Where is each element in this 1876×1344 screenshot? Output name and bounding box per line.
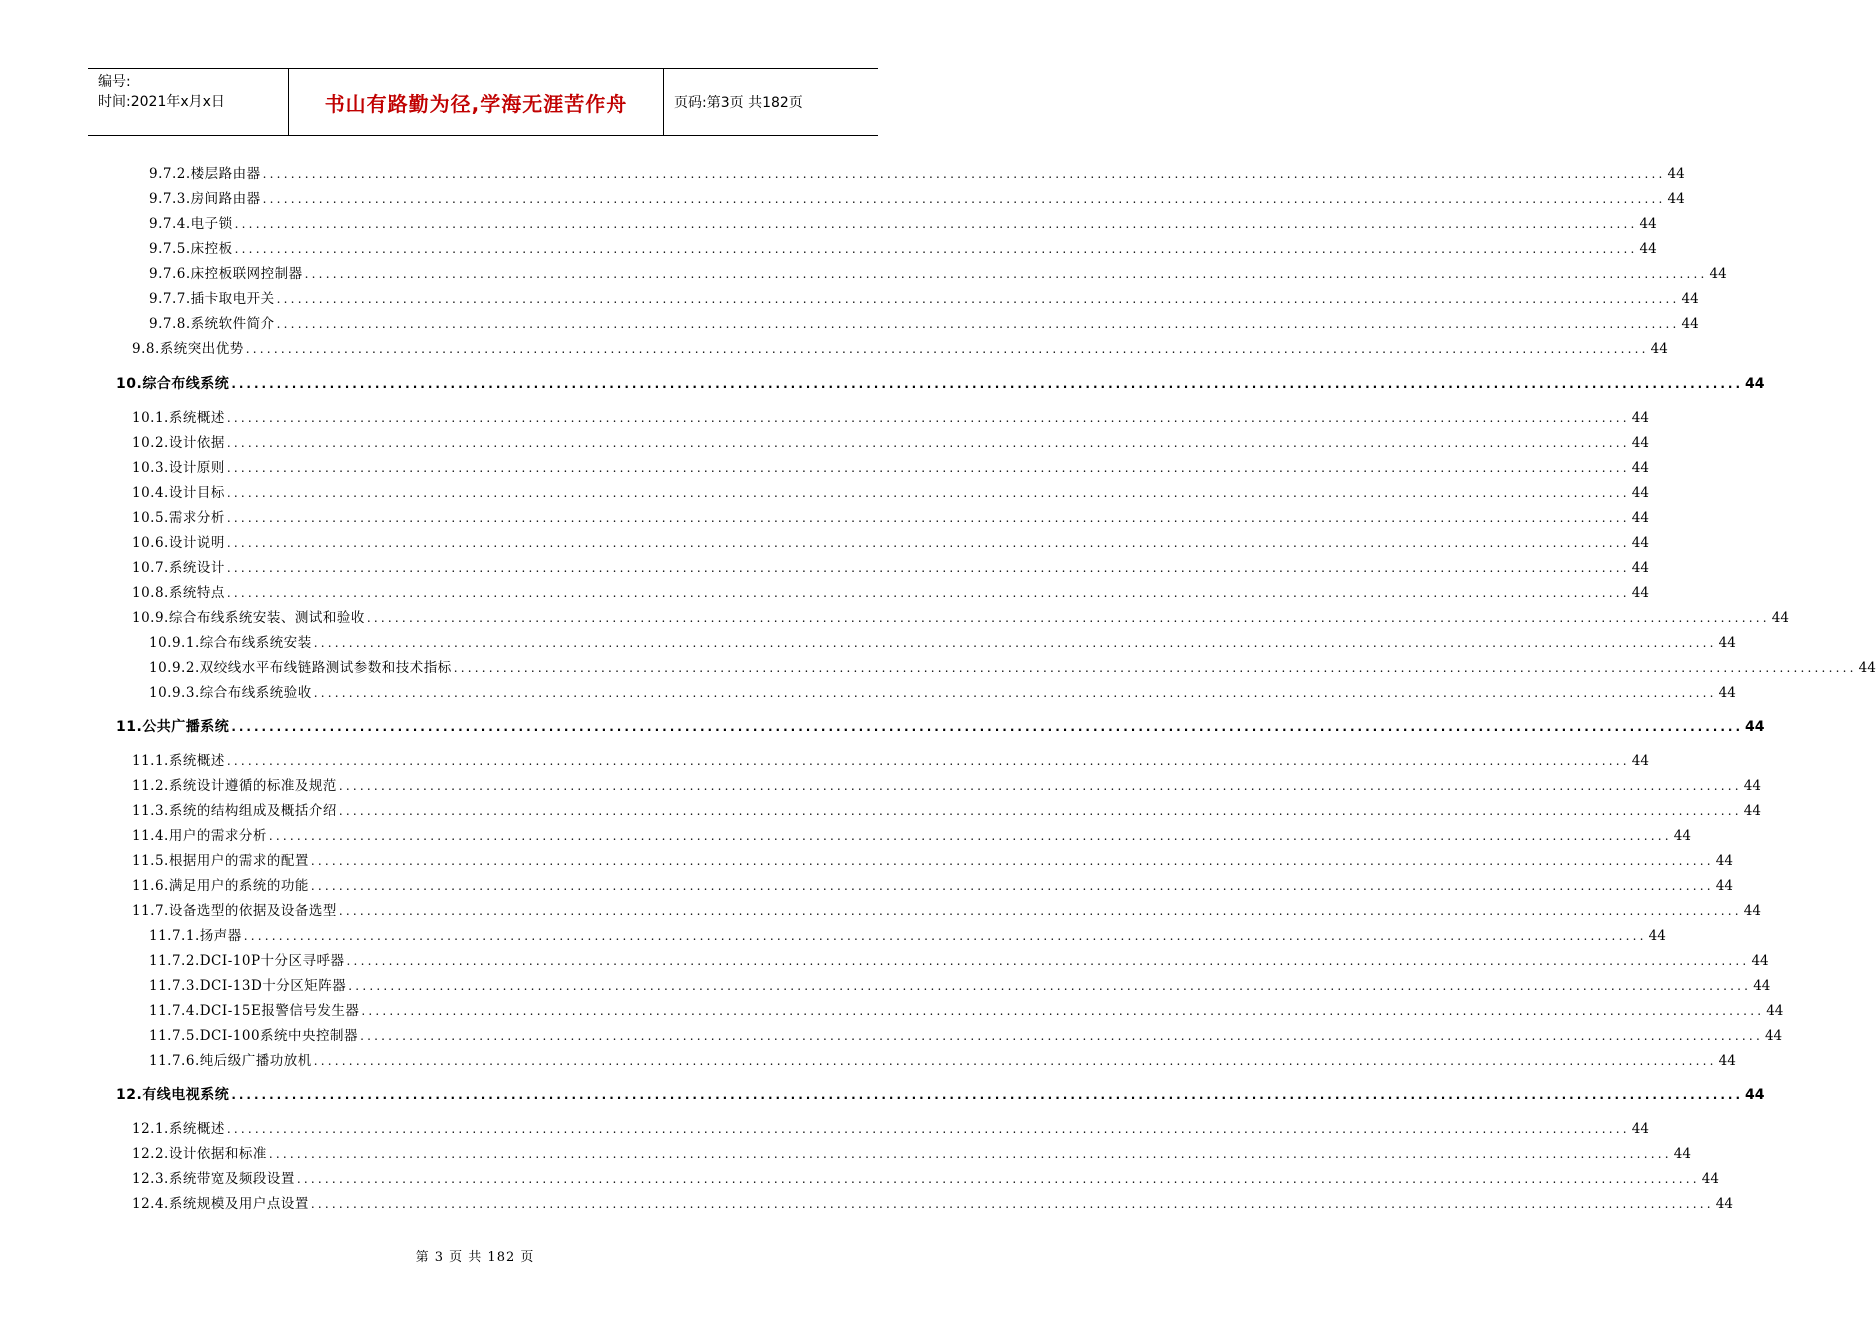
toc-entry-number: 11.4.	[132, 828, 169, 844]
toc-dot-leader: ........................................................................................................................................................................................................	[268, 1147, 1672, 1161]
toc-entry-page-number: 44	[1631, 485, 1649, 501]
toc-entry[interactable]	[132, 453, 1649, 477]
toc-entry-title: DCI-100系统中央控制器	[199, 1028, 359, 1044]
toc-entry-title: 设计说明	[168, 535, 225, 551]
toc-entry-title: 设计原则	[168, 460, 225, 476]
toc-entry-page-number: 44	[1718, 1053, 1736, 1069]
toc-entry-number: 10.6.	[132, 535, 169, 551]
toc-dot-leader: ........................................................................................................................................................................................................	[262, 167, 1666, 181]
toc-entry-title: 系统软件简介	[190, 316, 275, 332]
toc-entry-number: 11.3.	[132, 803, 169, 819]
toc-entry[interactable]	[132, 821, 1691, 845]
toc-dot-leader: ........................................................................................................................................................................................................	[310, 854, 1714, 868]
toc-entry-page-number: 44	[1709, 266, 1727, 282]
toc-entry-number: 9.7.3.	[149, 191, 191, 207]
toc-entry[interactable]	[149, 159, 1685, 183]
toc-dot-leader: ........................................................................................................................................................................................................	[243, 929, 1647, 943]
toc-entry-title: 系统设计遵循的标准及规范	[168, 778, 337, 794]
toc-entry[interactable]	[149, 234, 1657, 258]
toc-entry[interactable]	[132, 553, 1649, 577]
toc-entry[interactable]	[149, 1021, 1783, 1045]
document-header	[88, 68, 878, 136]
toc-entry-page-number: 44	[1745, 719, 1765, 735]
toc-entry-page-number: 44	[1771, 610, 1789, 626]
toc-entry-title: 床控板	[190, 241, 233, 257]
toc-dot-leader: ........................................................................................................................................................................................................	[313, 686, 1717, 700]
toc-dot-leader: ........................................................................................................................................................................................................	[296, 1172, 1700, 1186]
toc-entry-title: 电子锁	[190, 216, 233, 232]
toc-entry-number: 11.7.5.	[149, 1028, 200, 1044]
toc-entry[interactable]	[132, 1164, 1719, 1188]
toc-entry-page-number: 44	[1631, 585, 1649, 601]
toc-entry[interactable]	[149, 653, 1876, 677]
toc-entry-title: 设备选型的依据及设备选型	[168, 903, 337, 919]
toc-entry[interactable]	[149, 259, 1727, 283]
toc-entry-page-number: 44	[1718, 685, 1736, 701]
toc-entry[interactable]	[132, 428, 1649, 452]
toc-entry-page-number: 44	[1681, 316, 1699, 332]
toc-entry-number: 9.7.6.	[149, 266, 191, 282]
toc-entry-title: 设计依据	[168, 435, 225, 451]
toc-entry[interactable]	[149, 946, 1769, 970]
header-motto: 书山有路勤为径,学海无涯苦作舟	[288, 69, 664, 135]
toc-entry-number: 10.4.	[132, 485, 169, 501]
toc-entry-title: 系统概述	[168, 1121, 225, 1137]
toc-entry[interactable]	[149, 678, 1736, 702]
toc-dot-leader: ........................................................................................................................................................................................................	[348, 979, 1752, 993]
toc-dot-leader: ........................................................................................................................................................................................................	[226, 1122, 1630, 1136]
toc-entry-number: 10.8.	[132, 585, 169, 601]
toc-dot-leader: ........................................................................................................................................................................................................	[226, 411, 1630, 425]
toc-entry-title: 公共广播系统	[142, 719, 230, 735]
toc-entry-title: 设计依据和标准	[168, 1146, 267, 1162]
toc-entry[interactable]	[132, 771, 1761, 795]
toc-dot-leader: ........................................................................................................................................................................................................	[338, 804, 1742, 818]
toc-entry[interactable]	[116, 369, 1765, 393]
toc-entry-title: DCI-13D十分区矩阵器	[199, 978, 347, 994]
toc-entry[interactable]	[149, 284, 1699, 308]
toc-dot-leader: ........................................................................................................................................................................................................	[276, 292, 1680, 306]
toc-entry-page-number: 44	[1639, 241, 1657, 257]
toc-entry-title: 综合布线系统安装	[199, 635, 312, 651]
toc-entry-number: 11.6.	[132, 878, 169, 894]
toc-entry-number: 10.9.3.	[149, 685, 200, 701]
toc-entry[interactable]	[132, 871, 1733, 895]
toc-entry-number: 11.1.	[132, 753, 169, 769]
toc-entry-page-number: 44	[1631, 435, 1649, 451]
toc-entry[interactable]	[116, 712, 1765, 736]
toc-dot-leader: ........................................................................................................................................................................................................	[234, 217, 1638, 231]
toc-dot-leader: ........................................................................................................................................................................................................	[276, 317, 1680, 331]
toc-entry-title: 双绞线水平布线链路测试参数和技术指标	[199, 660, 452, 676]
toc-dot-leader: ........................................................................................................................................................................................................	[226, 586, 1630, 600]
toc-entry[interactable]	[132, 403, 1649, 427]
toc-entry-page-number: 44	[1718, 635, 1736, 651]
toc-entry-title: 床控板联网控制器	[190, 266, 303, 282]
toc-dot-leader: ........................................................................................................................................................................................................	[310, 879, 1714, 893]
toc-dot-leader: ........................................................................................................................................................................................................	[310, 1197, 1714, 1211]
toc-entry-number: 9.7.7.	[149, 291, 191, 307]
toc-entry-title: 系统带宽及频段设置	[168, 1171, 295, 1187]
toc-entry-page-number: 44	[1745, 1087, 1765, 1103]
toc-entry-title: 根据用户的需求的配置	[168, 853, 309, 869]
toc-entry-number: 11.7.	[132, 903, 169, 919]
toc-dot-leader: ........................................................................................................................................................................................................	[361, 1004, 1765, 1018]
toc-entry-page-number: 44	[1639, 216, 1657, 232]
toc-entry-title: 综合布线系统安装、测试和验收	[168, 610, 365, 626]
toc-entry-page-number: 44	[1766, 1003, 1784, 1019]
toc-entry-page-number: 44	[1673, 1146, 1691, 1162]
toc-entry-page-number: 44	[1631, 1121, 1649, 1137]
toc-dot-leader: ........................................................................................................................................................................................................	[226, 436, 1630, 450]
toc-entry-number: 10.2.	[132, 435, 169, 451]
toc-dot-leader: ........................................................................................................................................................................................................	[245, 342, 1649, 356]
toc-entry[interactable]	[149, 184, 1685, 208]
toc-entry-page-number: 44	[1650, 341, 1668, 357]
header-page-number: 页码:第3页 共182页	[674, 95, 803, 111]
toc-entry-page-number: 44	[1743, 778, 1761, 794]
toc-entry-title: 系统概述	[168, 753, 225, 769]
toc-entry-title: 设计目标	[168, 485, 225, 501]
toc-entry[interactable]	[149, 921, 1666, 945]
toc-entry-number: 11.7.2.	[149, 953, 200, 969]
toc-dot-leader: ........................................................................................................................................................................................................	[226, 511, 1630, 525]
serial-number-label: 编号:	[98, 74, 131, 90]
toc-entry[interactable]	[149, 209, 1657, 233]
toc-entry-number: 10.9.2.	[149, 660, 200, 676]
toc-entry-page-number: 44	[1764, 1028, 1783, 1044]
toc-dot-leader: ........................................................................................................................................................................................................	[360, 1029, 1763, 1043]
toc-entry[interactable]	[132, 746, 1649, 770]
toc-entry-number: 12.1.	[132, 1121, 169, 1137]
toc-entry-number: 10.9.1.	[149, 635, 200, 651]
toc-entry-number: 12.3.	[132, 1171, 169, 1187]
toc-entry-title: 房间路由器	[190, 191, 261, 207]
toc-entry-title: 满足用户的系统的功能	[168, 878, 309, 894]
toc-entry-title: 系统的结构组成及概括介绍	[168, 803, 337, 819]
toc-entry-page-number: 44	[1631, 535, 1649, 551]
toc-entry[interactable]	[132, 846, 1733, 870]
toc-entry-number: 10.7.	[132, 560, 169, 576]
toc-entry-number: 11.5.	[132, 853, 169, 869]
toc-entry[interactable]	[132, 603, 1789, 627]
toc-entry-number: 9.8.	[132, 341, 160, 357]
toc-entry[interactable]	[132, 503, 1649, 527]
toc-dot-leader: ........................................................................................................................................................................................................	[226, 486, 1630, 500]
toc-entry-number: 10.1.	[132, 410, 169, 426]
toc-entry-number: 11.	[116, 719, 143, 735]
toc-entry-page-number: 44	[1715, 1196, 1733, 1212]
toc-entry-number: 9.7.2.	[149, 166, 191, 182]
toc-entry-title: 系统突出优势	[159, 341, 244, 357]
toc-dot-leader: ........................................................................................................................................................................................................	[234, 242, 1638, 256]
toc-entry-title: 有线电视系统	[142, 1087, 230, 1103]
toc-dot-leader: ........................................................................................................................................................................................................	[304, 267, 1708, 281]
toc-dot-leader: ........................................................................................................................................................................................................	[268, 829, 1672, 843]
toc-entry[interactable]	[116, 1080, 1765, 1104]
toc-entry[interactable]	[149, 309, 1699, 333]
toc-entry[interactable]	[149, 1046, 1736, 1070]
toc-entry-page-number: 44	[1631, 460, 1649, 476]
toc-entry-title: DCI-10P十分区寻呼器	[199, 953, 345, 969]
toc-entry-page-number: 44	[1753, 978, 1771, 994]
toc-entry[interactable]	[132, 1114, 1649, 1138]
toc-entry-title: 综合布线系统验收	[199, 685, 312, 701]
toc-entry-title: 系统规模及用户点设置	[168, 1196, 309, 1212]
toc-entry[interactable]	[132, 578, 1649, 602]
toc-dot-leader: ........................................................................................................................................................................................................	[226, 561, 1630, 575]
toc-dot-leader: ........................................................................................................................................................................................................	[453, 661, 1857, 675]
toc-entry-page-number: 44	[1715, 878, 1733, 894]
toc-dot-leader: ........................................................................................................................................................................................................	[262, 192, 1666, 206]
toc-entry[interactable]	[149, 996, 1784, 1020]
toc-entry-page-number: 44	[1681, 291, 1699, 307]
toc-entry-number: 10.	[116, 376, 143, 392]
toc-entry-page-number: 44	[1631, 753, 1649, 769]
toc-entry-number: 12.	[116, 1087, 143, 1103]
toc-entry[interactable]	[132, 528, 1649, 552]
toc-entry-page-number: 44	[1743, 803, 1761, 819]
toc-entry-number: 11.7.6.	[149, 1053, 200, 1069]
toc-entry-page-number: 44	[1648, 928, 1666, 944]
toc-entry-number: 9.7.8.	[149, 316, 191, 332]
toc-entry-page-number: 44	[1858, 660, 1876, 676]
toc-entry-page-number: 44	[1745, 376, 1765, 392]
toc-dot-leader: ........................................................................................................................................................................................................	[366, 611, 1770, 625]
toc-entry-number: 12.2.	[132, 1146, 169, 1162]
toc-dot-leader: ........................................................................................................................................................................................................	[313, 636, 1717, 650]
toc-entry-title: 楼层路由器	[190, 166, 261, 182]
toc-entry-page-number: 44	[1631, 560, 1649, 576]
toc-dot-leader: ........................................................................................................................................................................................................	[226, 754, 1630, 768]
toc-entry-number: 11.7.1.	[149, 928, 200, 944]
toc-entry-page-number: 44	[1631, 510, 1649, 526]
toc-entry[interactable]	[132, 796, 1761, 820]
toc-entry-number: 9.7.4.	[149, 216, 191, 232]
toc-dot-leader: ........................................................................................................................................................................................................	[338, 779, 1742, 793]
toc-entry-page-number: 44	[1667, 166, 1685, 182]
toc-entry-title: 扬声器	[199, 928, 242, 944]
toc-entry-number: 10.5.	[132, 510, 169, 526]
page-footer: 第 3 页 共 182 页	[415, 1250, 535, 1265]
toc-entry[interactable]	[132, 896, 1761, 920]
time-label: 时间:2021年x月x日	[98, 94, 225, 110]
toc-entry-number: 10.9.	[132, 610, 169, 626]
toc-entry-title: 用户的需求分析	[168, 828, 267, 844]
toc-entry[interactable]	[132, 478, 1649, 502]
toc-entry-page-number: 44	[1631, 410, 1649, 426]
toc-dot-leader: ........................................................................................................................................................................................................	[226, 461, 1630, 475]
toc-dot-leader: ........................................................................................................................................................................................................	[313, 1054, 1717, 1068]
toc-dot-leader: ........................................................................................................................................................................................................	[231, 377, 1744, 391]
toc-entry-number: 11.2.	[132, 778, 169, 794]
toc-entry[interactable]	[132, 334, 1668, 358]
toc-dot-leader: ........................................................................................................................................................................................................	[226, 536, 1630, 550]
toc-dot-leader: ........................................................................................................................................................................................................	[346, 954, 1750, 968]
toc-entry-title: 系统设计	[168, 560, 225, 576]
toc-entry-page-number: 44	[1715, 853, 1733, 869]
toc-entry[interactable]	[149, 971, 1771, 995]
toc-entry-number: 12.4.	[132, 1196, 169, 1212]
toc-entry[interactable]	[149, 628, 1736, 652]
toc-entry-title: 综合布线系统	[142, 376, 230, 392]
toc-entry[interactable]	[132, 1139, 1691, 1163]
toc-entry-page-number: 44	[1673, 828, 1691, 844]
toc-entry-title: 插卡取电开关	[190, 291, 275, 307]
toc-entry-title: 需求分析	[168, 510, 225, 526]
toc-entry-page-number: 44	[1751, 953, 1769, 969]
toc-entry-number: 11.7.3.	[149, 978, 200, 994]
toc-entry-title: 系统特点	[168, 585, 225, 601]
toc-entry-number: 9.7.5.	[149, 241, 191, 257]
toc-dot-leader: ........................................................................................................................................................................................................	[231, 1088, 1744, 1102]
toc-dot-leader: ........................................................................................................................................................................................................	[231, 720, 1744, 734]
toc-dot-leader: ........................................................................................................................................................................................................	[338, 904, 1742, 918]
toc-entry-title: DCI-15E报警信号发生器	[199, 1003, 360, 1019]
header-left-cell	[88, 69, 288, 135]
toc-entry-title: 系统概述	[168, 410, 225, 426]
toc-entry[interactable]	[132, 1189, 1733, 1213]
toc-entry-number: 10.3.	[132, 460, 169, 476]
toc-entry-number: 11.7.4.	[149, 1003, 200, 1019]
toc-entry-page-number: 44	[1667, 191, 1685, 207]
toc-entry-page-number: 44	[1701, 1171, 1719, 1187]
toc-entry-title: 纯后级广播功放机	[199, 1053, 312, 1069]
toc-entry-page-number: 44	[1743, 903, 1761, 919]
